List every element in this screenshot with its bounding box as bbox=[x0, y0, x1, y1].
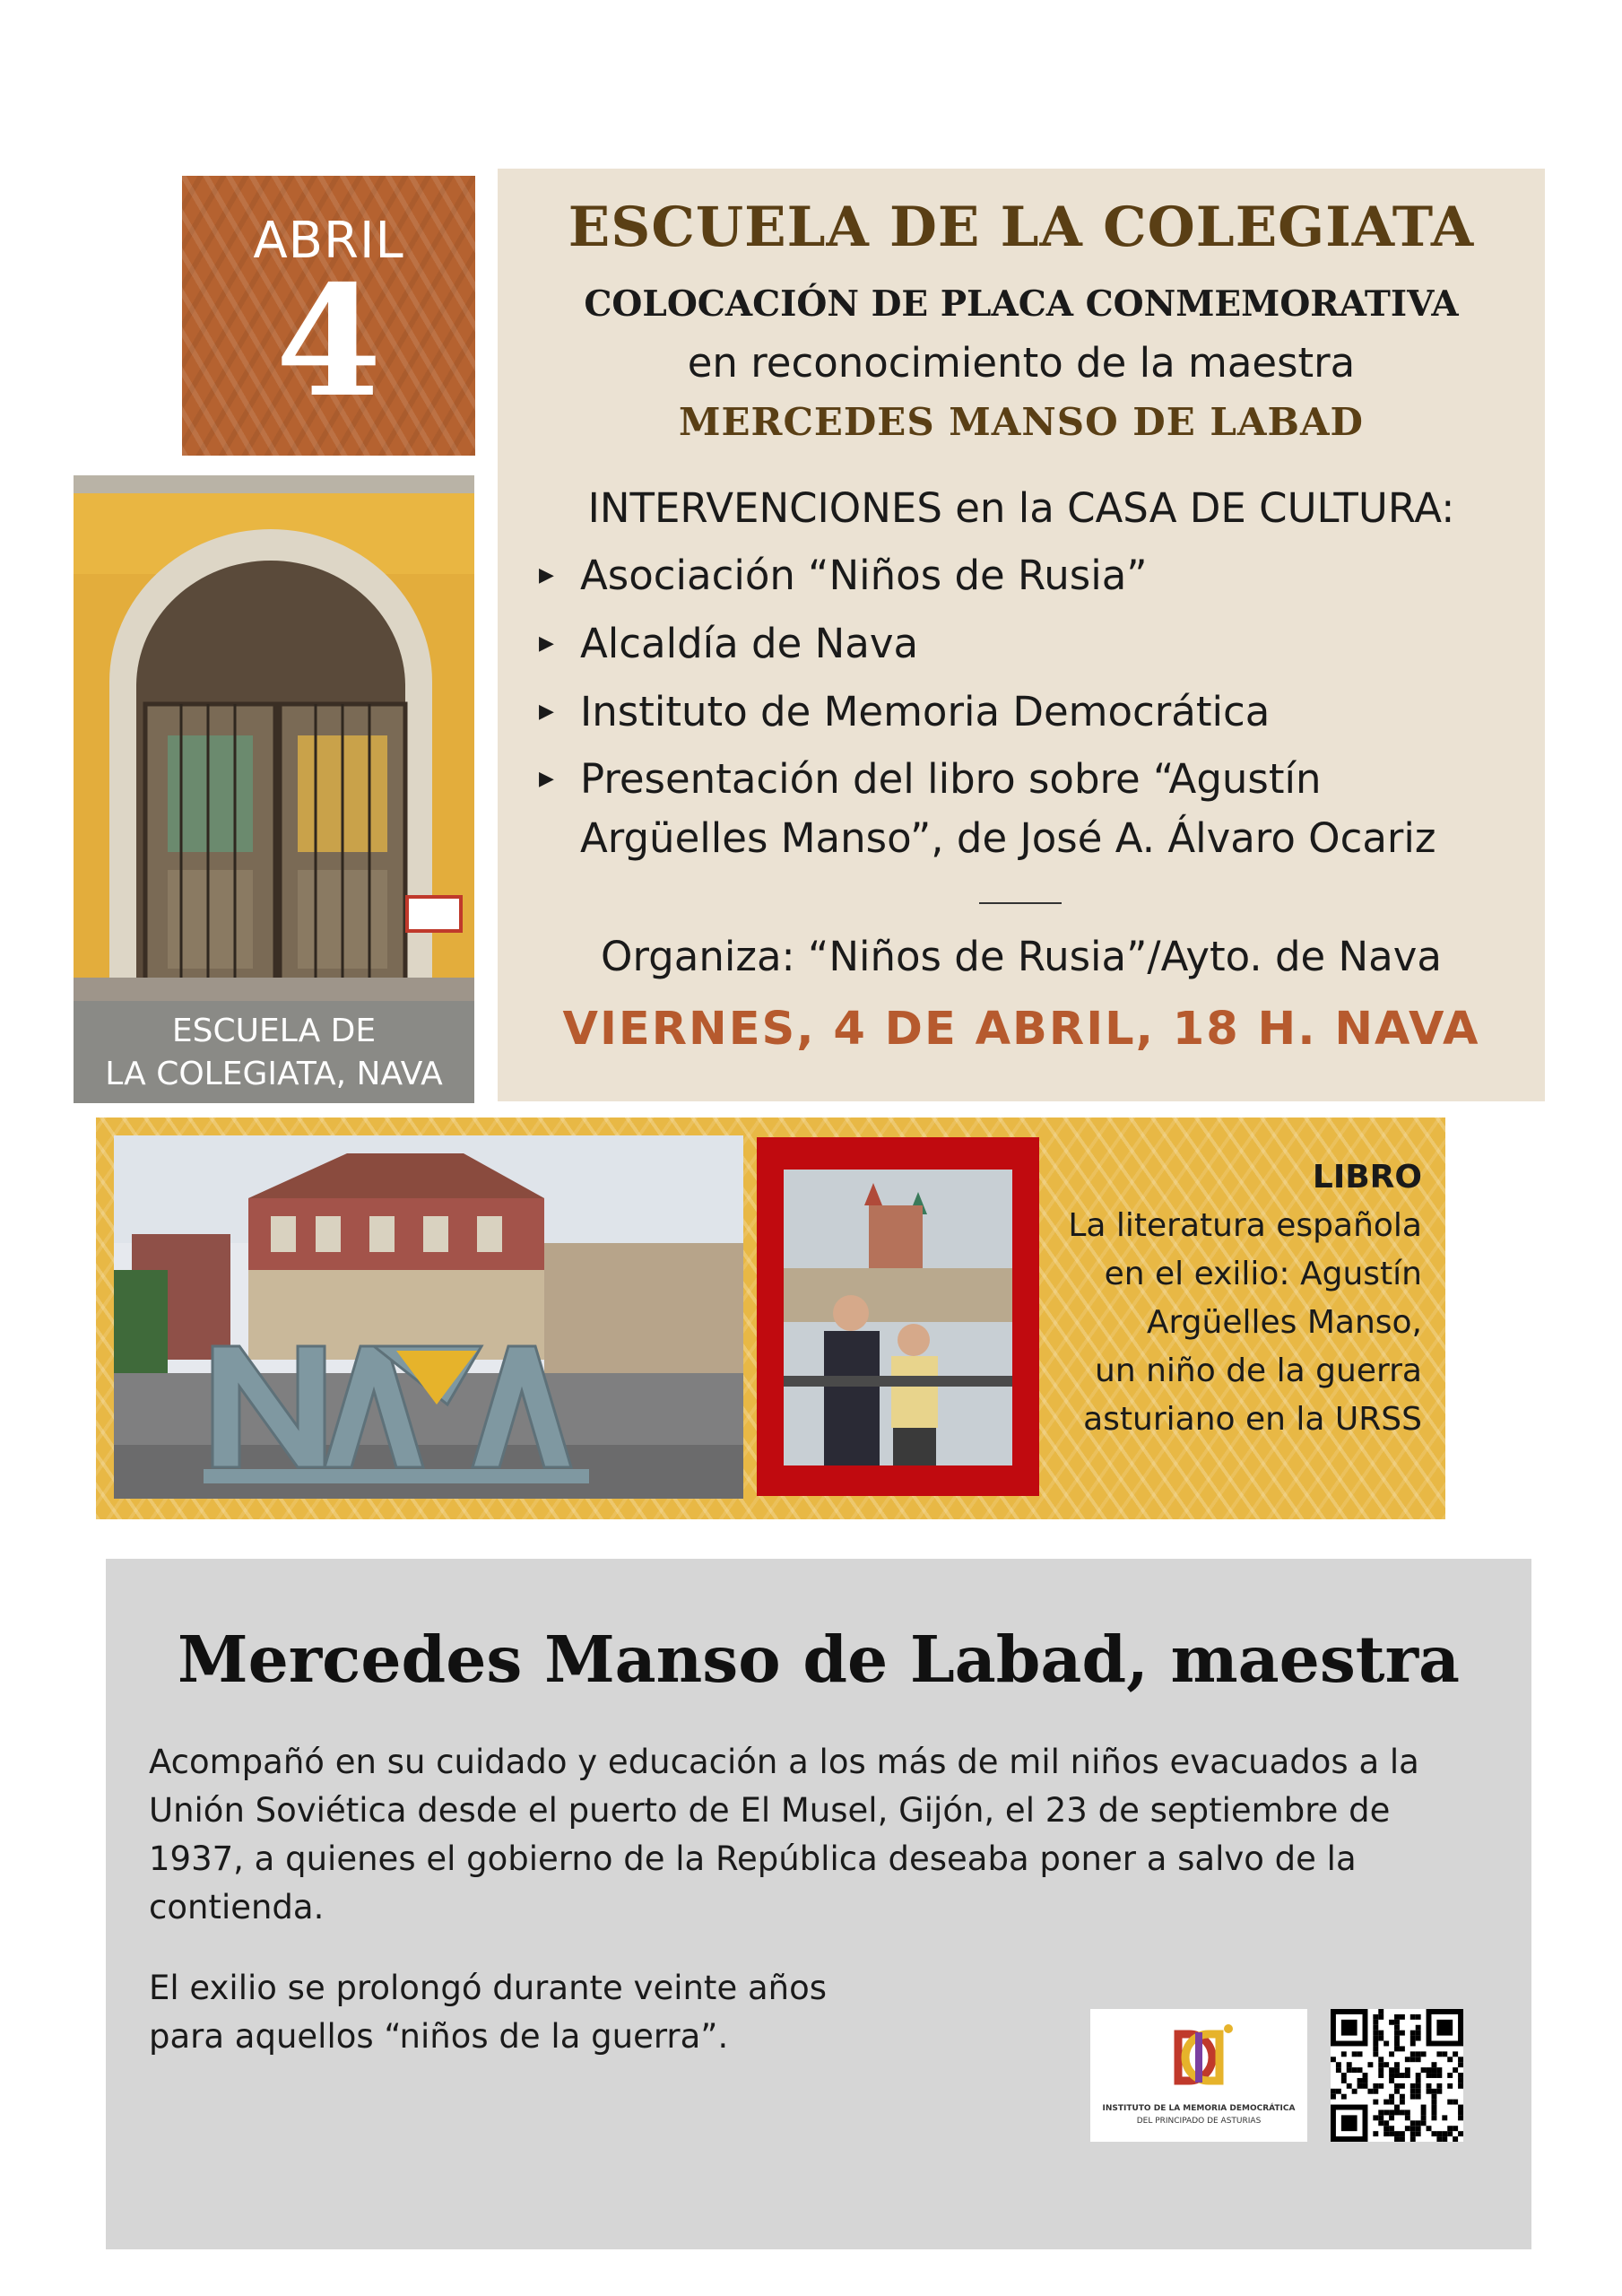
intervention-label: Asociación “Niños de Rusia” bbox=[580, 552, 1148, 599]
qr-code-icon bbox=[1331, 2009, 1463, 2142]
bio-line: El exilio se prolongó durante veinte años bbox=[149, 1969, 828, 2007]
book-title-line: Argüelles Manso, bbox=[1146, 1304, 1422, 1341]
nava-sign-image bbox=[114, 1135, 743, 1499]
list-item bbox=[535, 682, 1522, 743]
date-block bbox=[182, 176, 475, 456]
honoree-name: MERCEDES MANSO DE LABAD bbox=[679, 400, 1364, 444]
bio-paragraph-1 bbox=[149, 1738, 1485, 1932]
school-caption-line2: LA COLEGIATA, NAVA bbox=[105, 1056, 443, 1092]
triangle-bullet-icon: ▶ bbox=[539, 564, 554, 587]
bio-paragraph-2 bbox=[149, 1964, 884, 2061]
bio-line: 1937, a quienes el gobierno de la República deseaba poner a salvo de la bbox=[149, 1839, 1357, 1878]
event-subtitle: COLOCACIÓN DE PLACA CONMEMORATIVA bbox=[584, 283, 1459, 325]
book-photo-frame bbox=[757, 1137, 1039, 1496]
divider bbox=[979, 902, 1062, 904]
book-label: LIBRO bbox=[1312, 1159, 1422, 1196]
bio-title: Mercedes Manso de Labad, maestra bbox=[177, 1622, 1461, 1697]
qr-code[interactable] bbox=[1331, 2009, 1463, 2142]
organizer-text: Organiza: “Niños de Rusia”/Ayto. de Nava bbox=[601, 933, 1442, 980]
imd-logo-name: INSTITUTO DE LA MEMORIA DEMOCRÁTICA bbox=[1102, 2104, 1296, 2113]
book-presentation-line1: Presentación del libro sobre “Agustín bbox=[580, 755, 1322, 803]
school-caption bbox=[74, 1001, 474, 1103]
recognition-text: en reconocimiento de la maestra bbox=[687, 339, 1356, 387]
school-photo bbox=[74, 475, 474, 1103]
interventions-list bbox=[535, 545, 1522, 875]
book-title-line: un niño de la guerra bbox=[1095, 1352, 1422, 1389]
intervention-label: Instituto de Memoria Democrática bbox=[580, 688, 1271, 735]
intervention-label: Alcaldía de Nava bbox=[580, 620, 919, 667]
school-caption-line1: ESCUELA DE bbox=[171, 1013, 377, 1049]
triangle-bullet-icon: ▶ bbox=[539, 632, 554, 655]
imd-logo bbox=[1090, 2009, 1307, 2142]
imd-logo-icon bbox=[1090, 2009, 1307, 2099]
bio-line: Acompañó en su cuidado y educación a los más de mil niños evacuados a la bbox=[149, 1743, 1419, 1781]
book-band bbox=[96, 1118, 1445, 1519]
list-item bbox=[535, 750, 1522, 868]
book-title-line: asturiano en la URSS bbox=[1083, 1401, 1422, 1438]
triangle-bullet-icon: ▶ bbox=[539, 700, 554, 723]
date-day: 4 bbox=[275, 252, 382, 431]
book-title-line: La literatura española bbox=[1068, 1207, 1422, 1244]
list-item bbox=[535, 613, 1522, 674]
interventions-title: INTERVENCIONES en la CASA DE CULTURA: bbox=[587, 484, 1455, 532]
couple-photo bbox=[784, 1170, 1012, 1465]
nava-town-photo bbox=[114, 1135, 743, 1499]
bio-line: para aquellos “niños de la guerra”. bbox=[149, 2017, 729, 2056]
book-title-line: en el exilio: Agustín bbox=[1104, 1256, 1422, 1292]
event-title: ESCUELA DE LA COLEGIATA bbox=[568, 196, 1475, 259]
event-date-line: VIERNES, 4 DE ABRIL, 18 H. NAVA bbox=[562, 1003, 1480, 1056]
school-door-image bbox=[74, 475, 474, 1001]
main-panel bbox=[498, 169, 1545, 1101]
imd-logo-sub: DEL PRINCIPADO DE ASTURIAS bbox=[1136, 2117, 1262, 2126]
bio-line: contienda. bbox=[149, 1888, 325, 1926]
triangle-bullet-icon: ▶ bbox=[539, 768, 554, 790]
bio-line: Unión Soviética desde el puerto de El Musel, Gijón, el 23 de septiembre de bbox=[149, 1791, 1391, 1830]
list-item bbox=[535, 545, 1522, 606]
bio-panel bbox=[106, 1559, 1531, 2249]
date-month: ABRIL bbox=[253, 212, 404, 270]
book-text bbox=[1045, 1153, 1422, 1444]
book-presentation-line2: Argüelles Manso”, de José A. Álvaro Ocariz bbox=[580, 814, 1436, 862]
